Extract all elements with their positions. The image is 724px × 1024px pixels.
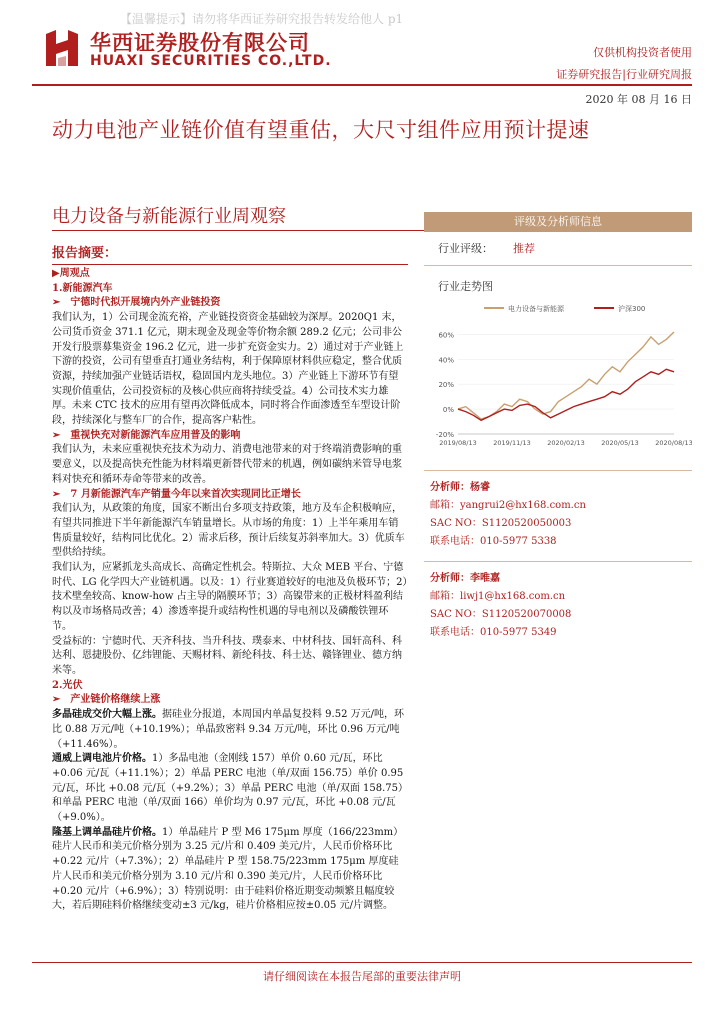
text-longi: 1）单晶硅片 P 型 M6 175μm 厚度（166/223mm）硅片人民币和美元价格分别为 3.25 元/片和 0.409 美元/片，人民币价格环比+0.22 元/片（+7.3%）；2）单晶硅片 P 型 158.75/223mm 175μm 厚度硅片人民币和美元价格分别为 3.10 元/片和 0.390 美元/片，人民币价格环比+0.20 元/片（+6.9%）；3）特别说明：由于硅料价格近期变动频繁且幅度较大，若后期硅料价格继续变动±3 元/kg，硅片价格相应按±0.05 元/片调整。 xyxy=(52,826,404,912)
company-name-cn: 华西证券股份有限公司 xyxy=(90,31,310,55)
x-tick-label-3: 2020/05/13 xyxy=(601,439,639,447)
y-tick-label-1: 0% xyxy=(442,406,454,415)
x-tick-label-4: 2020/08/13 xyxy=(655,439,692,447)
report-date: 2020 年 08 月 16 日 xyxy=(585,93,692,106)
y-tick-label-2: 20% xyxy=(438,381,454,390)
paragraph-longi xyxy=(52,826,408,914)
trend-label: 行业走势图 xyxy=(438,280,493,293)
paragraph-fast-charge: 我们认为，未来应重视快充技术为动力、消费电池带来的对于终端消费影响的重要意义，以及提高快充性能为材料端更新替代带来的机遇，例如碳纳米管导电浆料对快充和循环寿命等带来的改善。 xyxy=(52,444,402,485)
paragraph-beneficiaries: 受益标的：宁德时代、天齐科技、当升科技、璞泰来、中材科技、国轩高科、科达利、恩捷股份、亿纬锂能、天赐材料、新纶科技、科士达、赣锋锂业、德方纳米等。 xyxy=(52,635,402,676)
audience-note: 仅供机构投资者使用 xyxy=(593,46,692,59)
y-tick-label-3: 40% xyxy=(438,356,454,365)
report-subtitle: 电力设备与新能源行业周观察 xyxy=(52,206,286,227)
lead-tongwei: 通威上调电池片价格。 xyxy=(52,753,152,765)
analyst-phone: 联系电话：010-5977 5349 xyxy=(430,627,557,638)
analyst-phone: 联系电话：010-5977 5338 xyxy=(430,536,557,547)
trend-chart xyxy=(424,300,692,460)
series-line-0 xyxy=(458,332,674,419)
rating-label: 行业评级： xyxy=(438,242,493,255)
bullet-july-sales: ➢ 7 月新能源汽车产销量今年以来首次实现同比正增长 xyxy=(52,488,301,500)
paragraph-polysilicon xyxy=(52,708,408,752)
footer-divider xyxy=(32,962,692,963)
company-name-en: HUAXI SECURITIES CO.,LTD. xyxy=(90,53,332,69)
paragraph-catl: 我们认为，1）公司现金流充裕，产业链投资资金基础较为深厚。2020Q1 末，公司货币资金 371.1 亿元，期末现金及现金等价物余额 289.2 亿元；公司非公开发行股票募集资金 196.2 亿元，进一步扩充资金实力。2）通过对于产业链上下游的投资，公司有望垂直打通业务结构，利于保障原材料供应稳定，整合优质资源，持续加强产业链话语权，稳固国内龙头地位。3）产业链上下游环节有望实现价值重估，公司投资标的及核心供应商将持续受益。4）公司技术实力雄厚。未来 CTC 技术的应用有望再次降低成本，同时将合作面渗透至车型设计阶段，持续深化与整车厂的合作，提高客户粘性。 xyxy=(52,312,404,427)
lead-polysilicon: 多晶硅成交价大幅上涨。 xyxy=(52,709,162,721)
x-tick-label-1: 2019/11/13 xyxy=(493,439,531,447)
analyst-name: 分析师：李唯嘉 xyxy=(430,573,500,584)
series-line-1 xyxy=(458,369,674,420)
section-pv: 2.光伏 xyxy=(52,679,83,691)
analyst-name: 分析师：杨睿 xyxy=(430,482,490,493)
rating-value: 推荐 xyxy=(513,242,535,255)
legend-label-0: 电力设备与新能源 xyxy=(508,305,564,313)
analyst-block xyxy=(424,471,692,561)
y-tick-label-0: -20% xyxy=(435,431,454,439)
paragraph-tongwei xyxy=(52,752,408,826)
y-tick-label-4: 60% xyxy=(438,331,454,340)
x-tick-label-0: 2019/08/13 xyxy=(439,439,477,447)
panel-heading: 评级及分析师信息 xyxy=(424,212,692,232)
footer-disclaimer: 请仔细阅读在本报告尾部的重要法律声明 xyxy=(263,970,461,983)
analyst-email[interactable]: 邮箱：liwj1@hx168.com.cn xyxy=(430,591,566,602)
analyst-list xyxy=(424,470,692,652)
watermark-notice: 【温馨提示】请勿将华西证券研究报告转发给他人 p1 xyxy=(120,12,404,26)
company-logo-icon xyxy=(44,28,80,68)
rating-row xyxy=(424,232,692,266)
section-weekly-view: ▶周观点 xyxy=(52,268,90,279)
abstract-column xyxy=(52,244,408,914)
analyst-block xyxy=(424,561,692,652)
text-polysilicon: 据硅业分报道，本周国内单晶复投料 9.52 万元/吨，环比 0.88 万元/吨（+10.19%）；单晶致密料 9.34 万元/吨，环比 0.96 万元/吨（+11.46%）。 xyxy=(52,709,404,750)
abstract-heading: 报告摘要： xyxy=(52,244,408,265)
header-divider xyxy=(32,84,692,86)
paragraph-july-sales: 我们认为，从政策的角度，国家不断出台多项支持政策，地方及车企积极响应，有望共同推进下半年新能源汽车销量增长。从市场的角度：1）上半年乘用车销售质量较好，结构同比优化。2）需求后移，预计后续复苏斜率加大。3）优质车型供给持续。 xyxy=(52,503,405,559)
bullet-fast-charge: ➢ 重视快充对新能源汽车应用普及的影响 xyxy=(52,429,241,441)
lead-longi: 隆基上调单晶硅片价格。 xyxy=(52,826,162,838)
report-type: 证券研究报告|行业研究周报 xyxy=(556,68,692,81)
analyst-email[interactable]: 邮箱：yangrui2@hx168.com.cn xyxy=(430,500,586,511)
analyst-sac: SAC NO：S1120520050003 xyxy=(430,518,572,529)
analyst-sac: SAC NO：S1120520070008 xyxy=(430,609,572,620)
x-tick-label-2: 2020/02/13 xyxy=(547,439,585,447)
paragraph-opportunities: 我们认为，应紧抓龙头高成长、高确定性机会。特斯拉、大众 MEB 平台、宁德时代、LG 化学四大产业链机遇。以及：1）行业赛道较好的电池及负极环节；2）技术壁垒较高、know-how 占主导的隔膜环节；3）高镍带来的正极材料盈利结构以及市场格局改善；4）渗透率提升或结构性机遇的导电剂以及磷酸铁锂环节。 xyxy=(52,562,408,632)
bullet-price-rise: ➢ 产业链价格继续上涨 xyxy=(52,694,161,706)
report-title: 动力电池产业链价值有望重估，大尺寸组件应用预计提速 xyxy=(52,118,590,142)
text-tongwei: 1）多晶电池（金刚线 157）单价 0.60 元/瓦，环比 +0.06 元/瓦（+11.1%）；2）单晶 PERC 电池（单/双面 156.75）单价 0.95 元/瓦，环比 +0.08 元/瓦（+9.2%）；3）单晶 PERC 电池（单/双面 158.75）和单晶 PERC 电池（单/双面 166）单价均为 0.97 元/瓦，环比 +0.08 元/瓦（+9.0%）。 xyxy=(52,753,408,824)
trend-chart-container xyxy=(424,300,692,464)
bullet-catl-investment: ➢ 宁德时代拟开展境内外产业链投资 xyxy=(52,297,221,309)
section-nev: 1.新能源汽车 xyxy=(52,282,113,294)
rating-panel xyxy=(424,212,692,652)
legend-label-1: 沪深300 xyxy=(618,305,646,313)
